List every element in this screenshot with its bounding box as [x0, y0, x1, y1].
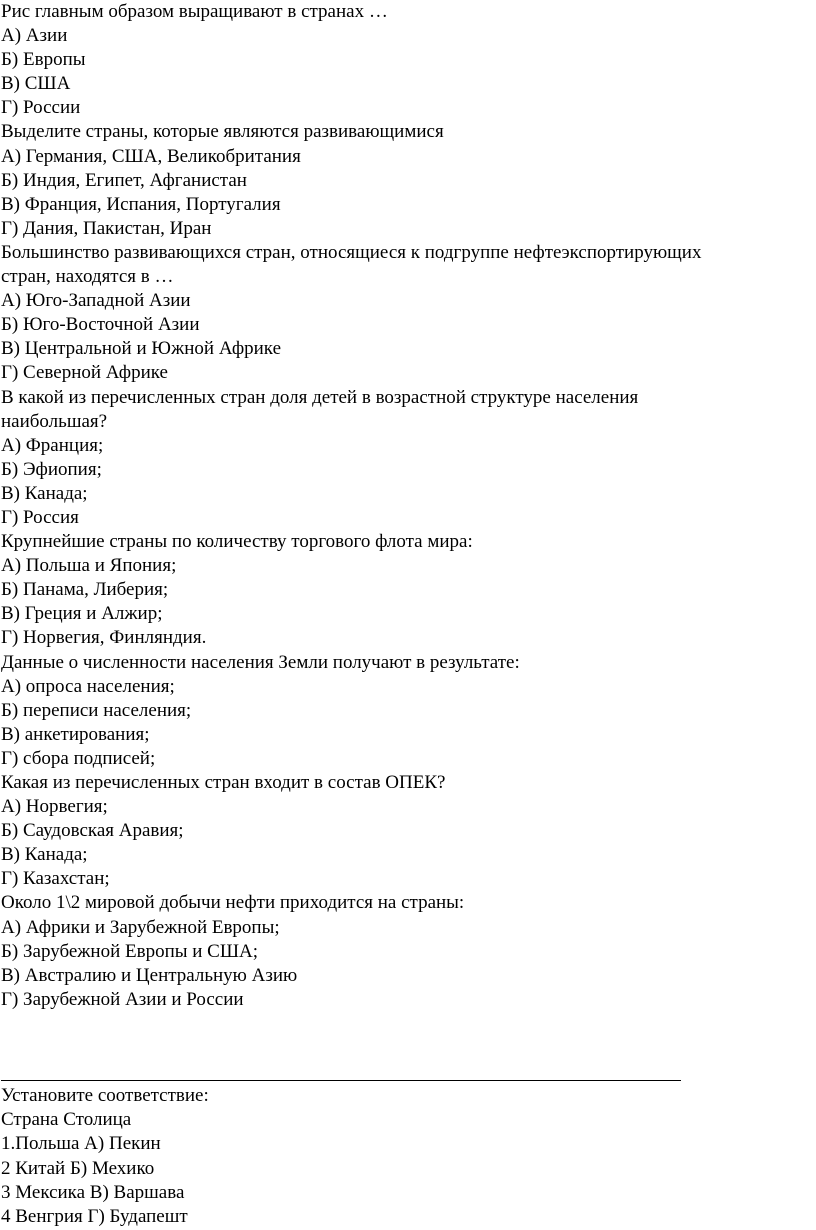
answer-option: В) Франция, Испания, Португалия	[1, 193, 281, 215]
answer-option: А) Польша и Япония;	[1, 555, 177, 577]
matching-row: 2 Китай Б) Мехико	[1, 1157, 155, 1179]
question-block	[1, 651, 811, 771]
answer-option: Б) Индия, Египет, Афганистан	[1, 169, 247, 191]
answer-option: А) Норвегия;	[1, 796, 108, 818]
question-block	[1, 0, 811, 120]
answer-option: В) анкетирования;	[1, 723, 150, 745]
horizontal-rule	[1, 1060, 811, 1084]
answer-option: В) Канада;	[1, 482, 88, 504]
answer-option: А) Азии	[1, 25, 68, 47]
matching-row: 4 Венгрия Г) Будапешт	[1, 1205, 188, 1227]
question-text: стран, находятся в …	[1, 266, 174, 288]
matching-section	[1, 1084, 811, 1229]
question-text: наибольшая?	[1, 410, 108, 432]
answer-option: А) Франция;	[1, 434, 104, 456]
answer-option: Б) Зарубежной Европы и США;	[1, 940, 259, 962]
matching-header: Страна Столица	[1, 1109, 132, 1131]
matching-row: 3 Мексика В) Варшава	[1, 1181, 185, 1203]
question-block	[1, 891, 811, 1011]
answer-option: Б) Юго-Восточной Азии	[1, 314, 200, 336]
question-text: Выделите страны, которые являются развивающимися	[1, 121, 444, 143]
answer-option: Г) Россия	[1, 506, 79, 528]
question-text: Крупнейшие страны по количеству торгового флота мира:	[1, 531, 473, 553]
question-block	[1, 241, 811, 386]
answer-option: Б) Европы	[1, 49, 86, 71]
answer-option: Г) Казахстан;	[1, 868, 110, 890]
answer-option: В) Греция и Алжир;	[1, 603, 163, 625]
question-text: Большинство развивающихся стран, относящиеся к подгруппе нефтеэкспортирующих	[1, 241, 702, 263]
matching-row: 1.Польша А) Пекин	[1, 1133, 161, 1155]
question-text: Данные о численности населения Земли получают в результате:	[1, 651, 520, 673]
question-block	[1, 771, 811, 891]
answer-option: Б) Саудовская Аравия;	[1, 820, 184, 842]
question-block	[1, 120, 811, 240]
answer-option: В) Канада;	[1, 844, 88, 866]
document-page	[1, 0, 811, 1229]
answer-option: Г) Северной Африке	[1, 362, 168, 384]
blank-space	[1, 1012, 811, 1060]
answer-option: А) Юго-Западной Азии	[1, 290, 191, 312]
answer-option: Г) Норвегия, Финляндия.	[1, 627, 207, 649]
answer-option: В) Центральной и Южной Африке	[1, 338, 281, 360]
matching-instruction: Установите соответствие:	[1, 1085, 209, 1107]
answer-option: А) опроса населения;	[1, 675, 175, 697]
question-text: В какой из перечисленных стран доля детей в возрастной структуре населения	[1, 386, 639, 408]
answer-option: В) Австралию и Центральную Азию	[1, 964, 298, 986]
answer-option: Г) России	[1, 97, 81, 119]
question-block	[1, 386, 811, 531]
answer-option: Б) переписи населения;	[1, 699, 192, 721]
answer-option: Г) Дания, Пакистан, Иран	[1, 217, 212, 239]
question-text: Около 1\2 мировой добычи нефти приходится на страны:	[1, 892, 465, 914]
question-block	[1, 530, 811, 650]
answer-option: А) Африки и Зарубежной Европы;	[1, 916, 280, 938]
question-text: Рис главным образом выращивают в странах …	[1, 1, 388, 22]
answer-option: Б) Панама, Либерия;	[1, 579, 169, 601]
question-text: Какая из перечисленных стран входит в состав ОПЕК?	[1, 772, 446, 793]
answer-option: Б) Эфиопия;	[1, 458, 102, 480]
question-list	[1, 0, 811, 1012]
matching-rows	[1, 1132, 811, 1228]
answer-option: В) США	[1, 73, 71, 95]
answer-option: А) Германия, США, Великобритания	[1, 145, 301, 167]
answer-option: Г) Зарубежной Азии и России	[1, 988, 244, 1010]
answer-option: Г) сбора подписей;	[1, 747, 156, 769]
